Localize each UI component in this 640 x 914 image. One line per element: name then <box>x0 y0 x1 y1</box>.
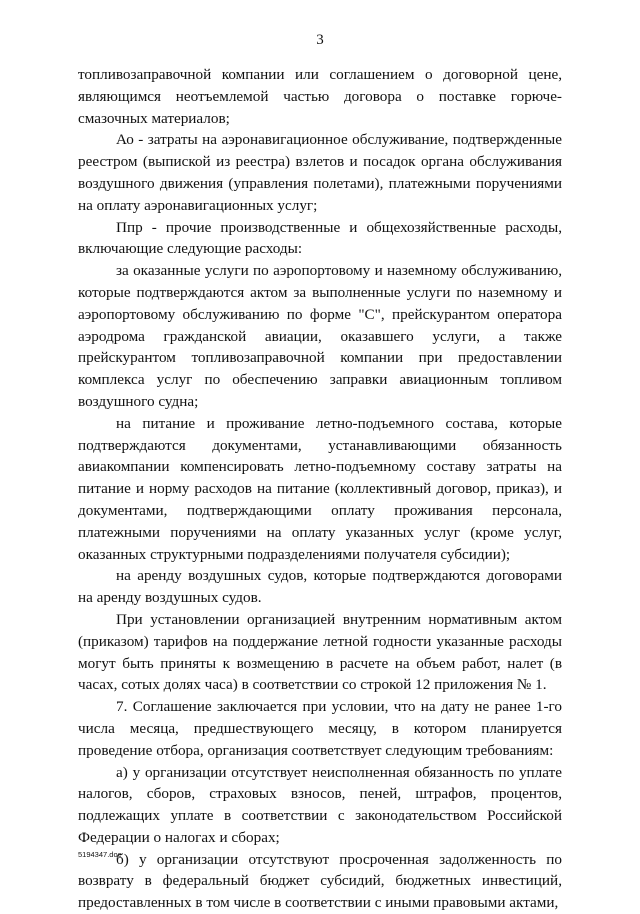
paragraph-other-expenses: Ппр - прочие производственные и общехозяйственные расходы, включающие следующие расходы: <box>78 218 562 258</box>
paragraph-clause-7b: б) у организации отсутствуют просроченная задолженность по возврату в федеральный бюджет субсидий, бюджетных инвестиций, предоставленных в том числе в соответствии с иными правовыми актами, <box>78 850 562 912</box>
document-body <box>78 64 562 914</box>
paragraph-airport-services: за оказанные услуги по аэропортовому и наземному обслуживанию, которые подтверждаются актом за выполненные услуги по наземному и аэропортовому обслуживанию по форме "С", прейскурантом оператора аэродрома гражданской авиации, оказавшего услуги, а также прейскурантом топливозаправочной компании при предоставлении комплекса услуг по обеспечению заправки авиационным топливом воздушного судна; <box>78 262 562 410</box>
paragraph-clause-7: 7. Соглашение заключается при условии, что на дату не ранее 1-го числа месяца, предшествующего месяцу, в котором планируется проведение отбора, организация соответствует следующим требованиям: <box>78 698 562 759</box>
paragraph-air-navigation-costs: Ао - затраты на аэронавигационное обслуживание, подтвержденные реестром (выпиской из реестра) взлетов и посадок органа обслуживания воздушного движения (управления полетами), платежными поручениями на оплату аэронавигационных услуг; <box>78 131 562 214</box>
paragraph-crew-meals-lodging: на питание и проживание летно-подъемного состава, которые подтверждаются документами, устанавливающими обязанность авиакомпании компенсировать летно-подъемному составу затраты на питание и норму расходов на питание (коллективный договор, приказ), и документами, подтверждающими оплату проживания персонала, платежными поручениями на оплату указанных услуг (кроме услуг, оказанных структурными подразделениями получателя субсидии); <box>78 414 562 563</box>
page-number: 3 <box>316 32 324 48</box>
footer-file-name: 5194347.doc <box>78 850 122 859</box>
paragraph-aircraft-lease: на аренду воздушных судов, которые подтверждаются договорами на аренду воздушных судов. <box>78 567 562 607</box>
paragraph-airworthiness-tariffs: При установлении организацией внутренним нормативным актом (приказом) тарифов на поддержание летной годности указанные расходы могут быть приняты к возмещению в расчете на объем работ, налет (в часах, сотых долях часа) в соответствии со строкой 12 приложения № 1. <box>78 610 562 694</box>
paragraph-continuation: топливозаправочной компании или соглашением о договорной цене, являющимся неотъемлемой частью договора о поставке горюче-смазочных материалов; <box>78 66 562 127</box>
paragraph-clause-7a: а) у организации отсутствует неисполненная обязанность по уплате налогов, сборов, страховых взносов, пеней, штрафов, процентов, подлежащих уплате в соответствии с законодательством Российской Федерации о налогах и сборах; <box>78 763 562 846</box>
